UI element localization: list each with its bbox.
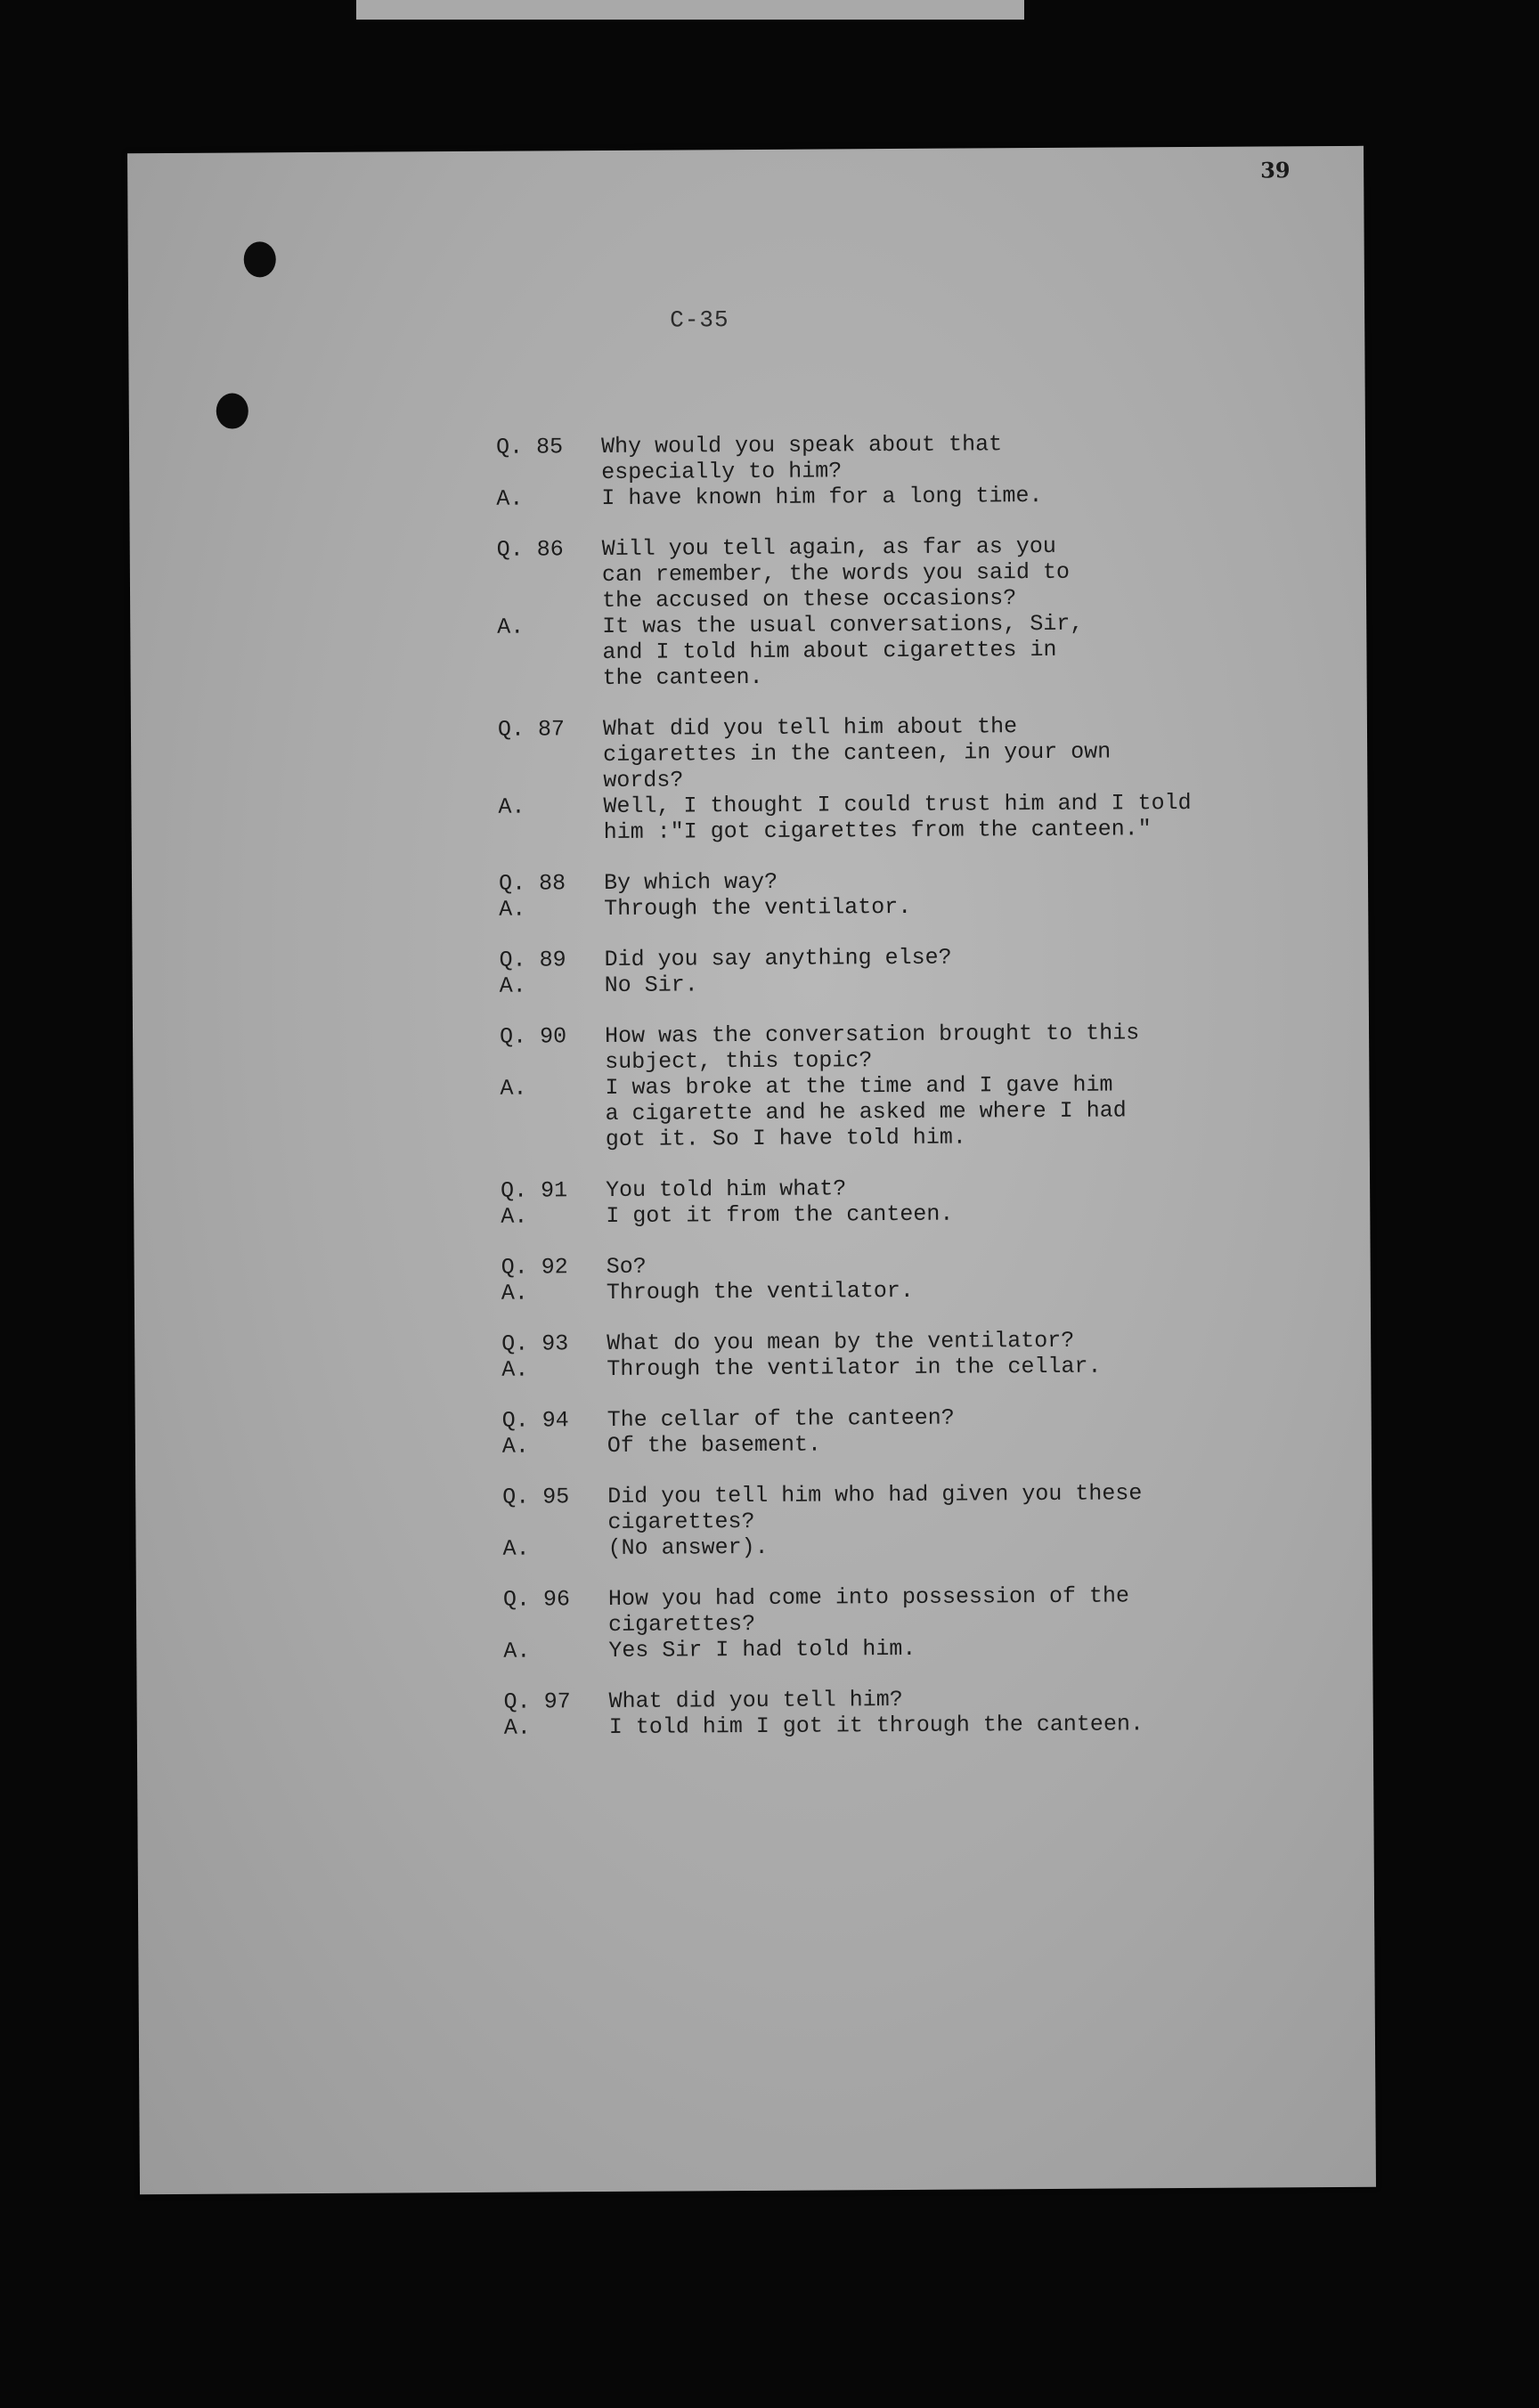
answer-row (501, 1352, 1348, 1383)
question-number: Q. 92 (501, 1254, 568, 1281)
page-number: 39 (1260, 157, 1291, 183)
answer-row (499, 891, 1345, 923)
question-row (497, 532, 1344, 614)
question-number: Q. 85 (495, 434, 564, 460)
answer-label: A. (499, 972, 526, 999)
qa-entry (501, 1173, 1347, 1230)
question-number: Q. 88 (498, 870, 566, 897)
answer-row (500, 968, 1346, 999)
qa-entry (496, 429, 1343, 512)
question-text: What did you tell him about the cigarettes in the canteen, in your own words? (602, 713, 1112, 794)
question-row (500, 1019, 1346, 1076)
question-row (502, 1479, 1348, 1536)
qa-entry (501, 1326, 1348, 1383)
answer-text: Of the basement. (607, 1431, 822, 1459)
document-page (127, 146, 1376, 2194)
question-text: By which way? (603, 868, 778, 897)
answer-text: Yes Sir I had told him. (608, 1635, 916, 1664)
question-text: You told him what? (606, 1176, 847, 1204)
answer-row (504, 1710, 1350, 1741)
qa-entry (499, 942, 1345, 999)
answer-label: A. (501, 1280, 528, 1306)
question-number: Q. 87 (497, 716, 566, 743)
question-text: What did you tell him? (608, 1686, 903, 1714)
qa-entry (501, 1249, 1348, 1306)
answer-label: A. (498, 793, 525, 820)
question-text: Why would you speak about that especially to him? (600, 431, 1003, 486)
answer-row (500, 1070, 1347, 1153)
question-text: Did you tell him who had given you these cigarettes? (607, 1480, 1143, 1535)
question-number: Q. 96 (502, 1586, 571, 1613)
answer-text: Well, I thought I could trust him and I told him :"I got cigarettes from the canteen." (603, 789, 1192, 846)
answer-text: I was broke at the time and I gave him a cigarette and he asked me where I had got it. So I have told him. (605, 1071, 1127, 1153)
answer-row (497, 609, 1344, 692)
answer-row (496, 481, 1342, 512)
answer-row (498, 789, 1344, 846)
qa-entry (502, 1403, 1348, 1460)
qa-entry (503, 1582, 1350, 1664)
punch-hole (244, 241, 276, 277)
answer-label: A. (502, 1535, 530, 1562)
answer-label: A. (500, 1075, 527, 1102)
answer-label: A. (499, 896, 526, 923)
qa-entry (500, 1019, 1347, 1153)
answer-text: I told him I got it through the canteen. (608, 1711, 1144, 1740)
answer-text: (No answer). (607, 1533, 769, 1561)
answer-text: No Sir. (604, 972, 698, 999)
qa-entry (498, 712, 1345, 846)
question-number: Q. 93 (501, 1330, 569, 1357)
qa-entry (499, 866, 1345, 923)
answer-row (501, 1199, 1347, 1230)
answer-label: A. (501, 1356, 529, 1383)
question-number: Q. 89 (499, 947, 566, 973)
qa-entry (502, 1479, 1349, 1562)
answer-label: A. (501, 1203, 528, 1230)
answer-label: A. (503, 1638, 531, 1664)
question-text: So? (606, 1253, 647, 1280)
answer-text: Through the ventilator in the cellar. (607, 1353, 1102, 1382)
qa-entry (497, 532, 1344, 692)
answer-text: Through the ventilator. (606, 1277, 914, 1306)
answer-row (502, 1428, 1348, 1460)
question-row (498, 712, 1345, 794)
question-text: How was the conversation brought to this subject, this topic? (604, 1020, 1140, 1076)
question-number: Q. 91 (501, 1177, 568, 1204)
answer-text: I have known him for a long time. (601, 482, 1043, 512)
question-number: Q. 97 (503, 1688, 571, 1715)
answer-text: I got it from the canteen. (606, 1200, 954, 1230)
question-text: How you had come into possession of the cigarettes? (607, 1582, 1130, 1638)
testimony-transcript (496, 429, 1350, 1766)
question-row (496, 429, 1342, 486)
question-number: Q. 86 (496, 536, 564, 563)
answer-text: It was the usual conversations, Sir, and I told him about cigarettes in the canteen. (602, 610, 1084, 692)
answer-row (503, 1531, 1349, 1562)
punch-hole (216, 393, 248, 428)
question-text: Will you tell again, as far as you can remember, the words you said to the accused on these occasions? (601, 533, 1071, 614)
qa-entry (504, 1684, 1350, 1741)
answer-label: A. (501, 1433, 529, 1460)
question-text: Did you say anything else? (604, 944, 952, 973)
answer-label: A. (497, 614, 525, 640)
question-number: Q. 95 (502, 1484, 570, 1510)
answer-text: Through the ventilator. (604, 893, 912, 923)
answer-label: A. (496, 485, 524, 512)
question-number: Q. 90 (499, 1023, 567, 1050)
question-number: Q. 94 (501, 1407, 569, 1434)
adjacent-page-strip (356, 0, 1024, 20)
document-code: C-35 (670, 306, 729, 334)
question-text: The cellar of the canteen? (607, 1404, 955, 1433)
question-row (503, 1582, 1349, 1639)
question-text: What do you mean by the ventilator? (607, 1327, 1075, 1356)
answer-row (501, 1275, 1348, 1306)
answer-label: A. (503, 1714, 531, 1741)
answer-row (503, 1633, 1349, 1664)
